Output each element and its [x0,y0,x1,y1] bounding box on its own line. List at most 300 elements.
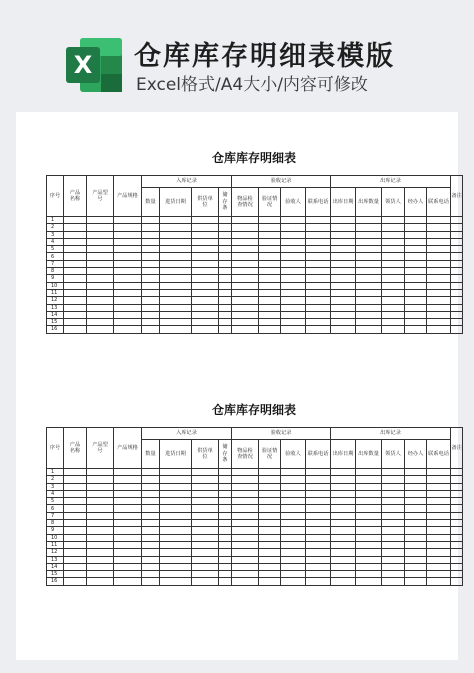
table-cell[interactable] [219,476,232,483]
table-cell[interactable] [232,282,259,289]
table-cell[interactable] [64,534,87,541]
table-cell[interactable] [356,527,382,534]
table-cell[interactable] [451,534,463,541]
table-cell[interactable] [192,246,219,253]
table-cell[interactable] [382,549,405,556]
table-cell[interactable] [306,289,331,296]
table-cell[interactable] [232,571,259,578]
table-cell[interactable] [160,549,192,556]
table-cell[interactable] [160,483,192,490]
table-cell[interactable] [142,253,160,260]
table-cell[interactable] [382,224,405,231]
table-cell[interactable] [219,246,232,253]
table-cell[interactable] [356,498,382,505]
table-cell[interactable] [87,260,114,267]
table-cell[interactable] [405,505,427,512]
table-cell[interactable] [405,311,427,318]
table-cell[interactable] [382,563,405,570]
table-cell[interactable] [427,563,451,570]
table-cell[interactable] [356,326,382,333]
table-cell[interactable] [114,319,142,326]
table-cell[interactable] [142,541,160,548]
table-cell[interactable] [451,282,463,289]
table-cell[interactable] [306,217,331,224]
table-cell[interactable] [192,527,219,534]
table-cell[interactable] [331,253,356,260]
table-cell[interactable] [281,556,306,563]
table-cell[interactable] [356,571,382,578]
table-cell[interactable] [142,326,160,333]
table-cell[interactable] [281,483,306,490]
table-cell[interactable] [219,527,232,534]
table-cell[interactable] [382,527,405,534]
table-cell[interactable] [427,238,451,245]
table-cell[interactable] [331,268,356,275]
table-cell[interactable] [192,326,219,333]
table-cell[interactable] [382,498,405,505]
table-cell[interactable] [281,231,306,238]
table-cell[interactable] [281,297,306,304]
table-cell[interactable] [306,571,331,578]
table-cell[interactable] [427,578,451,585]
table-cell[interactable] [306,520,331,527]
table-cell[interactable] [306,490,331,497]
table-cell[interactable] [281,238,306,245]
table-cell[interactable] [259,563,281,570]
table-cell[interactable] [64,512,87,519]
table-cell[interactable] [405,289,427,296]
table-cell[interactable] [451,505,463,512]
table-cell[interactable] [281,319,306,326]
table-cell[interactable] [259,231,281,238]
table-cell[interactable] [219,319,232,326]
table-cell[interactable] [64,556,87,563]
table-cell[interactable] [259,556,281,563]
table-cell[interactable] [142,297,160,304]
table-cell[interactable] [114,541,142,548]
table-cell[interactable] [427,246,451,253]
table-cell[interactable] [356,289,382,296]
table-cell[interactable] [87,253,114,260]
table-cell[interactable] [87,246,114,253]
table-cell[interactable] [64,520,87,527]
table-cell[interactable] [142,224,160,231]
table-cell[interactable] [232,549,259,556]
table-cell[interactable] [160,498,192,505]
table-cell[interactable] [160,311,192,318]
table-cell[interactable] [427,253,451,260]
table-cell[interactable] [281,289,306,296]
table-cell[interactable] [405,490,427,497]
table-cell[interactable] [259,505,281,512]
table-cell[interactable] [451,217,463,224]
table-cell[interactable] [64,326,87,333]
table-cell[interactable] [451,311,463,318]
table-cell[interactable] [356,311,382,318]
table-cell[interactable] [451,260,463,267]
table-cell[interactable] [451,224,463,231]
table-cell[interactable] [232,260,259,267]
table-cell[interactable] [306,483,331,490]
table-cell[interactable] [219,571,232,578]
table-cell[interactable] [232,512,259,519]
table-cell[interactable] [219,231,232,238]
table-cell[interactable] [405,217,427,224]
table-cell[interactable] [192,505,219,512]
table-cell[interactable] [427,527,451,534]
table-cell[interactable] [281,520,306,527]
table-cell[interactable] [356,246,382,253]
table-cell[interactable] [87,289,114,296]
table-cell[interactable] [160,541,192,548]
table-cell[interactable] [405,238,427,245]
table-cell[interactable] [356,268,382,275]
table-cell[interactable] [427,217,451,224]
table-cell[interactable] [87,534,114,541]
table-cell[interactable] [160,297,192,304]
table-cell[interactable] [382,469,405,476]
table-cell[interactable] [331,549,356,556]
table-cell[interactable] [427,476,451,483]
table-cell[interactable] [142,527,160,534]
table-cell[interactable] [114,534,142,541]
table-cell[interactable] [232,505,259,512]
table-cell[interactable] [331,578,356,585]
table-cell[interactable] [232,224,259,231]
table-cell[interactable] [142,231,160,238]
table-cell[interactable] [232,534,259,541]
table-cell[interactable] [219,282,232,289]
table-cell[interactable] [219,541,232,548]
table-cell[interactable] [281,268,306,275]
table-cell[interactable] [259,498,281,505]
table-cell[interactable] [64,490,87,497]
table-cell[interactable] [382,297,405,304]
table-cell[interactable] [427,512,451,519]
table-cell[interactable] [451,231,463,238]
table-cell[interactable] [160,578,192,585]
table-cell[interactable] [281,505,306,512]
table-cell[interactable] [382,217,405,224]
table-cell[interactable] [114,520,142,527]
table-cell[interactable] [192,231,219,238]
table-cell[interactable] [259,490,281,497]
table-cell[interactable] [451,483,463,490]
table-cell[interactable] [192,289,219,296]
table-cell[interactable] [382,556,405,563]
table-cell[interactable] [306,527,331,534]
table-cell[interactable] [281,253,306,260]
table-cell[interactable] [451,268,463,275]
table-cell[interactable] [259,319,281,326]
table-cell[interactable] [281,476,306,483]
table-cell[interactable] [306,260,331,267]
table-cell[interactable] [142,260,160,267]
table-cell[interactable] [427,483,451,490]
table-cell[interactable] [259,311,281,318]
table-cell[interactable] [306,311,331,318]
table-cell[interactable] [64,549,87,556]
table-cell[interactable] [64,231,87,238]
table-cell[interactable] [382,541,405,548]
table-cell[interactable] [427,260,451,267]
table-cell[interactable] [427,231,451,238]
table-cell[interactable] [64,498,87,505]
table-cell[interactable] [281,326,306,333]
table-cell[interactable] [192,498,219,505]
table-cell[interactable] [232,217,259,224]
table-cell[interactable] [306,246,331,253]
table-cell[interactable] [427,556,451,563]
table-cell[interactable] [232,238,259,245]
table-cell[interactable] [306,498,331,505]
table-cell[interactable] [64,476,87,483]
table-cell[interactable] [232,326,259,333]
table-cell[interactable] [405,326,427,333]
table-cell[interactable] [64,275,87,282]
table-cell[interactable] [331,282,356,289]
table-cell[interactable] [114,253,142,260]
table-cell[interactable] [64,571,87,578]
table-cell[interactable] [160,571,192,578]
table-cell[interactable] [259,297,281,304]
table-cell[interactable] [219,534,232,541]
table-cell[interactable] [219,304,232,311]
table-cell[interactable] [331,534,356,541]
table-cell[interactable] [331,246,356,253]
table-cell[interactable] [160,563,192,570]
table-cell[interactable] [405,268,427,275]
table-cell[interactable] [87,563,114,570]
table-cell[interactable] [192,469,219,476]
table-cell[interactable] [64,289,87,296]
table-cell[interactable] [451,498,463,505]
table-cell[interactable] [232,469,259,476]
table-cell[interactable] [160,469,192,476]
table-cell[interactable] [427,541,451,548]
table-cell[interactable] [306,578,331,585]
table-cell[interactable] [87,224,114,231]
table-cell[interactable] [331,260,356,267]
table-cell[interactable] [192,490,219,497]
table-cell[interactable] [192,275,219,282]
table-cell[interactable] [87,217,114,224]
table-cell[interactable] [281,498,306,505]
table-cell[interactable] [331,498,356,505]
table-cell[interactable] [87,282,114,289]
table-cell[interactable] [382,578,405,585]
table-cell[interactable] [64,253,87,260]
table-cell[interactable] [306,505,331,512]
table-cell[interactable] [281,578,306,585]
table-cell[interactable] [219,498,232,505]
table-cell[interactable] [87,326,114,333]
table-cell[interactable] [405,469,427,476]
table-cell[interactable] [356,541,382,548]
table-cell[interactable] [281,224,306,231]
table-cell[interactable] [142,469,160,476]
table-cell[interactable] [451,253,463,260]
table-cell[interactable] [114,490,142,497]
table-cell[interactable] [405,578,427,585]
table-cell[interactable] [427,304,451,311]
table-cell[interactable] [427,505,451,512]
table-cell[interactable] [232,231,259,238]
table-cell[interactable] [160,217,192,224]
table-cell[interactable] [405,224,427,231]
table-cell[interactable] [382,304,405,311]
table-cell[interactable] [160,326,192,333]
table-cell[interactable] [427,268,451,275]
table-cell[interactable] [405,231,427,238]
table-cell[interactable] [160,246,192,253]
table-cell[interactable] [192,217,219,224]
table-cell[interactable] [356,512,382,519]
table-cell[interactable] [232,578,259,585]
table-cell[interactable] [331,326,356,333]
table-cell[interactable] [259,527,281,534]
table-cell[interactable] [232,563,259,570]
table-cell[interactable] [142,498,160,505]
table-cell[interactable] [356,282,382,289]
table-cell[interactable] [281,304,306,311]
table-cell[interactable] [331,483,356,490]
table-cell[interactable] [259,483,281,490]
table-cell[interactable] [114,505,142,512]
table-cell[interactable] [356,231,382,238]
table-cell[interactable] [160,282,192,289]
table-cell[interactable] [306,238,331,245]
table-cell[interactable] [451,246,463,253]
table-cell[interactable] [405,282,427,289]
table-cell[interactable] [219,260,232,267]
table-cell[interactable] [331,563,356,570]
table-cell[interactable] [405,476,427,483]
table-cell[interactable] [405,275,427,282]
table-cell[interactable] [356,534,382,541]
table-cell[interactable] [192,549,219,556]
table-cell[interactable] [306,556,331,563]
table-cell[interactable] [382,326,405,333]
table-cell[interactable] [451,469,463,476]
table-cell[interactable] [160,260,192,267]
table-cell[interactable] [219,469,232,476]
table-cell[interactable] [219,563,232,570]
table-cell[interactable] [451,326,463,333]
table-cell[interactable] [160,231,192,238]
table-cell[interactable] [306,469,331,476]
table-cell[interactable] [427,275,451,282]
table-cell[interactable] [219,238,232,245]
table-cell[interactable] [87,469,114,476]
table-cell[interactable] [306,253,331,260]
table-cell[interactable] [114,260,142,267]
table-cell[interactable] [427,469,451,476]
table-cell[interactable] [114,304,142,311]
table-cell[interactable] [306,304,331,311]
table-cell[interactable] [192,224,219,231]
table-cell[interactable] [451,520,463,527]
table-cell[interactable] [232,520,259,527]
table-cell[interactable] [451,556,463,563]
table-cell[interactable] [306,275,331,282]
table-cell[interactable] [451,571,463,578]
table-cell[interactable] [142,520,160,527]
table-cell[interactable] [87,483,114,490]
table-cell[interactable] [259,253,281,260]
table-cell[interactable] [281,469,306,476]
table-cell[interactable] [160,534,192,541]
table-cell[interactable] [281,246,306,253]
table-cell[interactable] [405,253,427,260]
table-cell[interactable] [281,512,306,519]
table-cell[interactable] [142,490,160,497]
table-cell[interactable] [160,268,192,275]
table-cell[interactable] [427,326,451,333]
table-cell[interactable] [331,224,356,231]
table-cell[interactable] [87,549,114,556]
table-cell[interactable] [87,490,114,497]
table-cell[interactable] [451,549,463,556]
table-cell[interactable] [451,512,463,519]
table-cell[interactable] [87,512,114,519]
table-cell[interactable] [306,549,331,556]
table-cell[interactable] [232,319,259,326]
table-cell[interactable] [451,527,463,534]
table-cell[interactable] [142,238,160,245]
table-cell[interactable] [382,253,405,260]
table-cell[interactable] [114,476,142,483]
table-cell[interactable] [114,282,142,289]
table-cell[interactable] [382,289,405,296]
table-cell[interactable] [331,297,356,304]
table-cell[interactable] [259,217,281,224]
table-cell[interactable] [219,275,232,282]
table-cell[interactable] [281,275,306,282]
table-cell[interactable] [114,311,142,318]
table-cell[interactable] [219,505,232,512]
table-cell[interactable] [259,578,281,585]
table-cell[interactable] [114,469,142,476]
table-cell[interactable] [142,282,160,289]
table-cell[interactable] [451,578,463,585]
table-cell[interactable] [142,311,160,318]
table-cell[interactable] [382,260,405,267]
table-cell[interactable] [219,217,232,224]
table-cell[interactable] [382,483,405,490]
table-cell[interactable] [142,556,160,563]
table-cell[interactable] [451,541,463,548]
table-cell[interactable] [232,253,259,260]
table-cell[interactable] [356,476,382,483]
table-cell[interactable] [405,541,427,548]
table-cell[interactable] [232,556,259,563]
table-cell[interactable] [259,541,281,548]
table-cell[interactable] [160,275,192,282]
table-cell[interactable] [142,534,160,541]
table-cell[interactable] [405,512,427,519]
table-cell[interactable] [356,556,382,563]
table-cell[interactable] [405,260,427,267]
table-cell[interactable] [160,289,192,296]
table-cell[interactable] [259,268,281,275]
table-cell[interactable] [331,520,356,527]
table-cell[interactable] [192,282,219,289]
table-cell[interactable] [192,476,219,483]
table-cell[interactable] [281,541,306,548]
table-cell[interactable] [259,275,281,282]
table-cell[interactable] [331,469,356,476]
